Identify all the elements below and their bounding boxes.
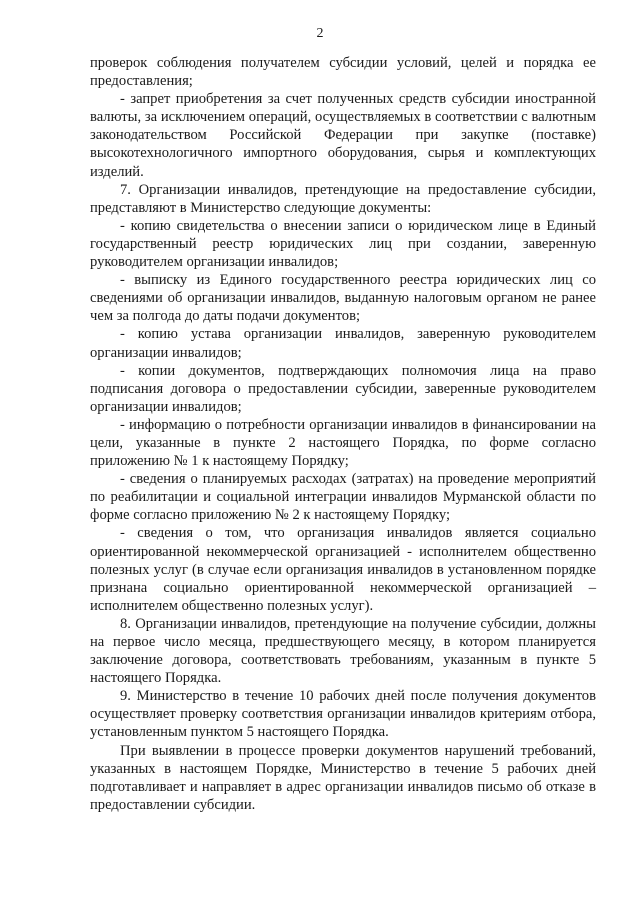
paragraph-item-7: 7. Организации инвалидов, претендующие на предоставление субсидии, представляют в Министерство следующие документы: bbox=[90, 181, 596, 216]
paragraph-doc-planned-expenses: - сведения о планируемых расходах (затратах) на проведение мероприятий по реабилитации и социальной интеграции инвалидов Мурманской области по форме согласно приложению № 2 к настоящему Порядку; bbox=[90, 471, 596, 524]
paragraph-doc-financing-info: - информацию о потребности организации инвалидов в финансировании на цели, указанные в пункте 2 настоящего Порядка, по форме согласно приложению № 1 к настоящему Порядку; bbox=[90, 416, 596, 470]
document-body bbox=[90, 54, 596, 814]
paragraph-continuation: проверок соблюдения получателем субсидии условий, целей и порядка ее предоставления; bbox=[90, 55, 596, 90]
paragraph-refusal: При выявлении в процессе проверки документов нарушений требований, указанных в настоящем Порядке, Министерство в течение 5 рабочих дней подготавливает и направляет в адрес организации инвалидов письмо об отказе в предоставлении субсидии. bbox=[90, 742, 596, 813]
paragraph-doc-authority: - копии документов, подтверждающих полномочия лица на право подписания договора о предоставлении субсидии, заверенные руководителем организации инвалидов; bbox=[90, 362, 596, 415]
paragraph-item-9: 9. Министерство в течение 10 рабочих дней после получения документов осуществляет проверку соответствия организации инвалидов критериям отбора, установленным пунктом 5 настоящего Порядка. bbox=[90, 688, 596, 741]
paragraph-doc-extract: - выписку из Единого государственного реестра юридических лиц со сведениями об организации инвалидов, выданную налоговым органом не ранее чем за полгода до даты подачи документов; bbox=[90, 272, 596, 325]
paragraph-currency-ban: - запрет приобретения за счет полученных средств субсидии иностранной валюты, за исключением операций, осуществляемых в соответствии с валютным законодательством Российской Федерации при закупке (поставке) высокотехнологичного импортного оборудования, сырья и комплектующих изделий. bbox=[90, 91, 596, 180]
paragraph-doc-social-status: - сведения о том, что организация инвалидов является социально ориентированной некоммерческой организацией - исполнителем общественно полезных услуг (в случае если организация инвалидов в установленном порядке признана социально ориентированной некоммерческой организацией – исполнителем общественно полезных услуг). bbox=[90, 525, 596, 614]
paragraph-doc-charter: - копию устава организации инвалидов, заверенную руководителем организации инвалидов; bbox=[90, 326, 596, 361]
paragraph-item-8: 8. Организации инвалидов, претендующие на получение субсидии, должны на первое число месяца, предшествующего месяцу, в котором планируется заключение договора, соответствовать требованиям, указанным в пункте 5 настоящего Порядка. bbox=[90, 615, 596, 687]
paragraph-doc-certificate: - копию свидетельства о внесении записи о юридическом лице в Единый государственный реестр юридических лиц при создании, заверенную руководителем организации инвалидов; bbox=[90, 217, 596, 271]
page-number: 2 bbox=[316, 26, 324, 41]
